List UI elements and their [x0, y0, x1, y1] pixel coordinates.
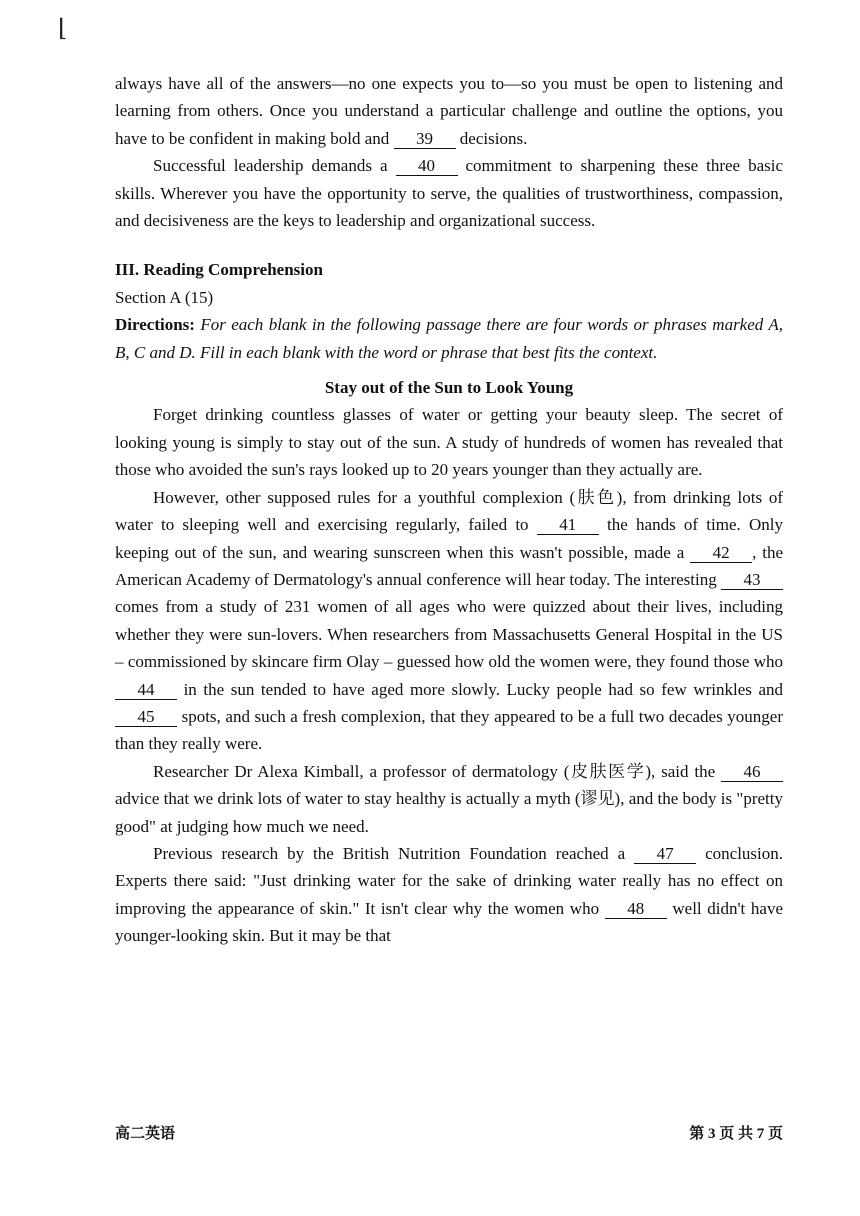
article-title: Stay out of the Sun to Look Young	[324, 378, 574, 398]
page-body	[115, 70, 783, 950]
section-subheading: Section A (15)	[115, 287, 214, 307]
blank-42: 42	[690, 544, 752, 563]
blank-41: 41	[537, 516, 599, 535]
blank-46: 46	[721, 763, 783, 782]
page-footer	[115, 1122, 783, 1143]
blank-48: 48	[605, 900, 667, 919]
blank-44: 44	[115, 681, 177, 700]
article-paragraph-4: Previous research by the British Nutrition Foundation reached a 47 conclusion. Experts there said: "Just drinking water for the sake of drinking water really has no effect on improving the appearance of skin." It isn't clear why the women who 48 well didn't have younger-looking skin. But it may be that	[115, 843, 784, 946]
footer-subject: 高二英语	[115, 1126, 176, 1142]
directions-text: For each blank in the following passage there are four words or phrases marked A, B, C and D. Fill in each blank with the word or phrase that best fits the context.	[115, 315, 783, 362]
footer-page-number: 第 3 页 共 7 页	[689, 1126, 783, 1142]
passage-end-paragraph-1: always have all of the answers—no one expects you to—so you must be open to listening and learning from others. Once you understand a particular challenge and outline the options, you have to be confident in making bold and 39 decisions.	[115, 74, 783, 148]
article-paragraph-1: Forget drinking countless glasses of water or getting your beauty sleep. The secret of looking young is simply to stay out of the sun. A study of hundreds of women has revealed that those who avoided the sun's rays looked up to 20 years younger than they actually are.	[115, 405, 783, 480]
directions-label: Directions:	[115, 315, 195, 335]
article-paragraph-2: However, other supposed rules for a youthful complexion (肤色), from drinking lots of water to sleeping well and exercising regularly, failed to 41 the hands of time. Only keeping out of the sun, and wearing sunscreen when this wasn't possible, made a 42 , the American Academy of Dermatology's annual conference will hear today. The interesting 43 comes from a study of 231 women of all ages who were quizzed about their lives, including whether they were sun-lovers. When researchers from Massachusetts General Hospital in the US – commissioned by skincare firm Olay – guessed how old the women were, they found those who 44 in the sun tended to have aged more slowly. Lucky people had so few wrinkles and 45 spots, and such a fresh complexion, that they appeared to be a full two decades younger than they really were.	[115, 487, 783, 754]
blank-40: 40	[396, 157, 458, 176]
blank-47: 47	[634, 845, 696, 864]
passage-end-paragraph-2: Successful leadership demands a 40 commitment to sharpening these three basic skills. Wherever you have the opportunity to serve, the qualities of trustworthiness, compassion, and decisiveness are the keys to leadership and organizational success.	[115, 156, 784, 231]
blank-39: 39	[394, 130, 456, 149]
directions	[115, 311, 783, 366]
corner-mark: ⌊	[58, 16, 68, 42]
article-paragraph-3: Researcher Dr Alexa Kimball, a professor of dermatology (皮肤医学), said the 46 advice that we drink lots of water to stay healthy is actually a myth (谬见), and the body is "pretty good" at judging how much we need.	[115, 761, 783, 836]
blank-43: 43	[721, 571, 783, 590]
blank-45: 45	[115, 708, 177, 727]
section-heading: III. Reading Comprehension	[115, 260, 323, 280]
